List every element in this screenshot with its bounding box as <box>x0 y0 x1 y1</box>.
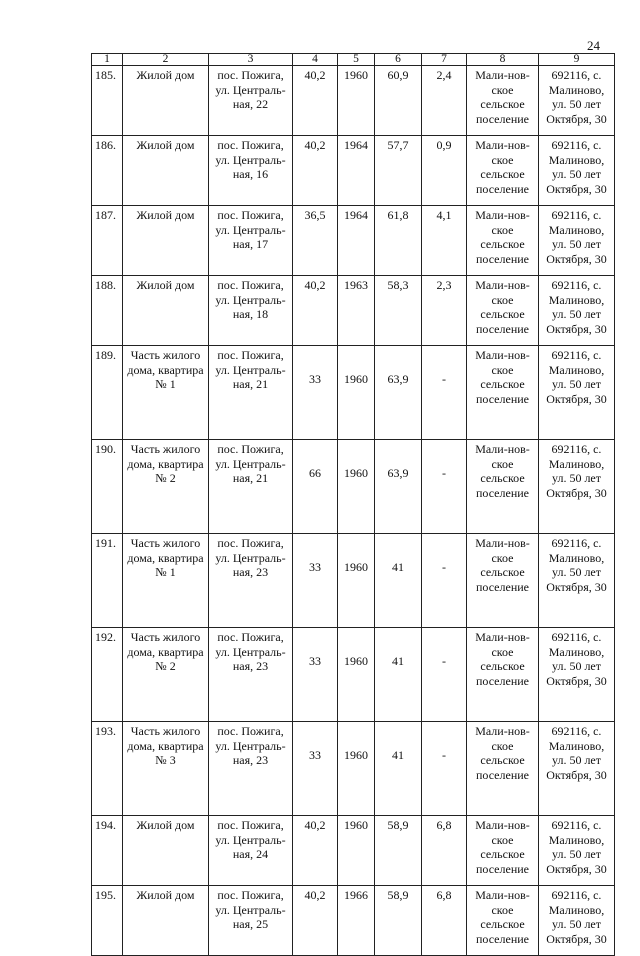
row-number-cell: 190. <box>92 440 123 534</box>
address-cell: пос. Пожига, ул. Централь-ная, 21 <box>209 440 293 534</box>
column-header: 4 <box>293 54 338 66</box>
area-cell: 40,2 <box>293 886 338 956</box>
owner-address-cell: 692116, с. Малиново, ул. 50 лет Октября, 30 <box>539 440 615 534</box>
owner-cell: Мали-нов-ское сельское поселение <box>467 886 539 956</box>
year-cell: 1960 <box>338 816 375 886</box>
area-cell: 33 <box>293 534 338 628</box>
owner-cell: Мали-нов-ское сельское поселение <box>467 722 539 816</box>
object-name-cell: Часть жилого дома, квартира № 3 <box>123 722 209 816</box>
row-number-cell: 186. <box>92 136 123 206</box>
owner-address-cell: 692116, с. Малиново, ул. 50 лет Октября, 30 <box>539 886 615 956</box>
owner-cell: Мали-нов-ское сельское поселение <box>467 346 539 440</box>
column-header: 5 <box>338 54 375 66</box>
column-6-cell: 61,8 <box>375 206 422 276</box>
row-number-cell: 194. <box>92 816 123 886</box>
column-6-cell: 41 <box>375 534 422 628</box>
property-registry-table <box>91 53 615 956</box>
year-cell: 1960 <box>338 440 375 534</box>
column-7-cell: 2,4 <box>422 66 467 136</box>
address-cell: пос. Пожига, ул. Централь-ная, 16 <box>209 136 293 206</box>
year-cell: 1960 <box>338 534 375 628</box>
row-number-cell: 189. <box>92 346 123 440</box>
column-7-cell: - <box>422 534 467 628</box>
row-number-cell: 185. <box>92 66 123 136</box>
year-cell: 1964 <box>338 136 375 206</box>
address-cell: пос. Пожига, ул. Централь-ная, 18 <box>209 276 293 346</box>
year-cell: 1960 <box>338 628 375 722</box>
table-row <box>92 722 615 816</box>
column-6-cell: 41 <box>375 722 422 816</box>
column-7-cell: - <box>422 628 467 722</box>
owner-address-cell: 692116, с. Малиново, ул. 50 лет Октября, 30 <box>539 534 615 628</box>
owner-address-cell: 692116, с. Малиново, ул. 50 лет Октября, 30 <box>539 816 615 886</box>
row-number-cell: 188. <box>92 276 123 346</box>
table-row <box>92 136 615 206</box>
address-cell: пос. Пожига, ул. Централь-ная, 23 <box>209 628 293 722</box>
table-row <box>92 628 615 722</box>
area-cell: 66 <box>293 440 338 534</box>
column-7-cell: 0,9 <box>422 136 467 206</box>
column-header: 3 <box>209 54 293 66</box>
year-cell: 1960 <box>338 66 375 136</box>
address-cell: пос. Пожига, ул. Централь-ная, 21 <box>209 346 293 440</box>
column-7-cell: 6,8 <box>422 886 467 956</box>
address-cell: пос. Пожига, ул. Централь-ная, 17 <box>209 206 293 276</box>
column-7-cell: 2,3 <box>422 276 467 346</box>
area-cell: 40,2 <box>293 136 338 206</box>
object-name-cell: Жилой дом <box>123 816 209 886</box>
object-name-cell: Часть жилого дома, квартира № 2 <box>123 440 209 534</box>
table-row <box>92 346 615 440</box>
table-row <box>92 206 615 276</box>
owner-address-cell: 692116, с. Малиново, ул. 50 лет Октября, 30 <box>539 206 615 276</box>
owner-cell: Мали-нов-ское сельское поселение <box>467 440 539 534</box>
object-name-cell: Жилой дом <box>123 136 209 206</box>
column-7-cell: - <box>422 440 467 534</box>
object-name-cell: Жилой дом <box>123 66 209 136</box>
column-6-cell: 41 <box>375 628 422 722</box>
column-6-cell: 58,3 <box>375 276 422 346</box>
column-6-cell: 63,9 <box>375 440 422 534</box>
owner-address-cell: 692116, с. Малиново, ул. 50 лет Октября, 30 <box>539 722 615 816</box>
owner-cell: Мали-нов-ское сельское поселение <box>467 628 539 722</box>
column-header: 9 <box>539 54 615 66</box>
object-name-cell: Часть жилого дома, квартира № 2 <box>123 628 209 722</box>
owner-cell: Мали-нов-ское сельское поселение <box>467 136 539 206</box>
row-number-cell: 193. <box>92 722 123 816</box>
area-cell: 33 <box>293 722 338 816</box>
row-number-cell: 191. <box>92 534 123 628</box>
column-6-cell: 58,9 <box>375 886 422 956</box>
owner-cell: Мали-нов-ское сельское поселение <box>467 206 539 276</box>
area-cell: 40,2 <box>293 816 338 886</box>
year-cell: 1960 <box>338 346 375 440</box>
object-name-cell: Жилой дом <box>123 276 209 346</box>
row-number-cell: 195. <box>92 886 123 956</box>
column-6-cell: 57,7 <box>375 136 422 206</box>
column-6-cell: 60,9 <box>375 66 422 136</box>
page-number: 24 <box>587 38 600 53</box>
row-number-cell: 192. <box>92 628 123 722</box>
object-name-cell: Часть жилого дома, квартира № 1 <box>123 534 209 628</box>
table-row <box>92 816 615 886</box>
area-cell: 40,2 <box>293 276 338 346</box>
owner-cell: Мали-нов-ское сельское поселение <box>467 534 539 628</box>
area-cell: 40,2 <box>293 66 338 136</box>
owner-address-cell: 692116, с. Малиново, ул. 50 лет Октября, 30 <box>539 276 615 346</box>
object-name-cell: Жилой дом <box>123 886 209 956</box>
column-header: 8 <box>467 54 539 66</box>
address-cell: пос. Пожига, ул. Централь-ная, 24 <box>209 816 293 886</box>
year-cell: 1963 <box>338 276 375 346</box>
area-cell: 33 <box>293 628 338 722</box>
area-cell: 33 <box>293 346 338 440</box>
year-cell: 1964 <box>338 206 375 276</box>
column-header: 6 <box>375 54 422 66</box>
table-row <box>92 276 615 346</box>
table-row <box>92 440 615 534</box>
owner-cell: Мали-нов-ское сельское поселение <box>467 816 539 886</box>
column-7-cell: - <box>422 346 467 440</box>
table-row <box>92 534 615 628</box>
column-7-cell: 6,8 <box>422 816 467 886</box>
column-header: 1 <box>92 54 123 66</box>
column-6-cell: 58,9 <box>375 816 422 886</box>
object-name-cell: Жилой дом <box>123 206 209 276</box>
year-cell: 1966 <box>338 886 375 956</box>
row-number-cell: 187. <box>92 206 123 276</box>
table-row <box>92 886 615 956</box>
owner-address-cell: 692116, с. Малиново, ул. 50 лет Октября, 30 <box>539 346 615 440</box>
address-cell: пос. Пожига, ул. Централь-ная, 22 <box>209 66 293 136</box>
column-header: 2 <box>123 54 209 66</box>
address-cell: пос. Пожига, ул. Централь-ная, 23 <box>209 534 293 628</box>
object-name-cell: Часть жилого дома, квартира № 1 <box>123 346 209 440</box>
address-cell: пос. Пожига, ул. Централь-ная, 25 <box>209 886 293 956</box>
header-row <box>92 54 615 66</box>
column-header: 7 <box>422 54 467 66</box>
column-7-cell: 4,1 <box>422 206 467 276</box>
owner-address-cell: 692116, с. Малиново, ул. 50 лет Октября, 30 <box>539 66 615 136</box>
year-cell: 1960 <box>338 722 375 816</box>
owner-cell: Мали-нов-ское сельское поселение <box>467 276 539 346</box>
area-cell: 36,5 <box>293 206 338 276</box>
column-6-cell: 63,9 <box>375 346 422 440</box>
owner-cell: Мали-нов-ское сельское поселение <box>467 66 539 136</box>
column-7-cell: - <box>422 722 467 816</box>
owner-address-cell: 692116, с. Малиново, ул. 50 лет Октября, 30 <box>539 136 615 206</box>
table-row <box>92 66 615 136</box>
owner-address-cell: 692116, с. Малиново, ул. 50 лет Октября, 30 <box>539 628 615 722</box>
address-cell: пос. Пожига, ул. Централь-ная, 23 <box>209 722 293 816</box>
